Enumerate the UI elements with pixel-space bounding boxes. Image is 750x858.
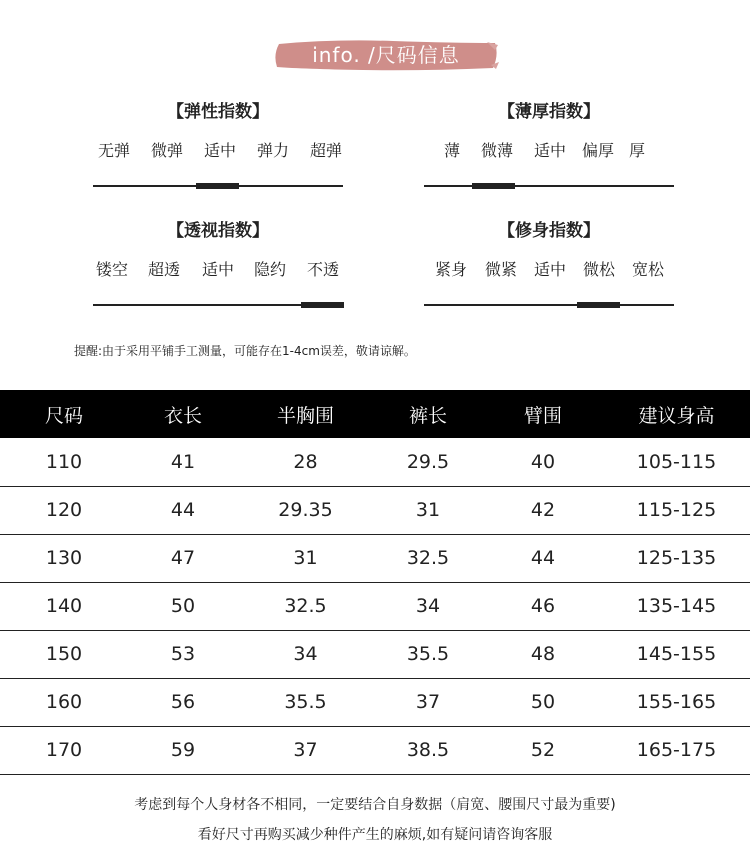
index-heading: 【弹性指数】 — [167, 102, 269, 122]
index-heading: 【薄厚指数】 — [498, 102, 600, 122]
table-cell: 48 — [483, 630, 603, 678]
table-cell: 44 — [128, 486, 238, 534]
column-header: 尺码 — [0, 390, 128, 438]
table-cell: 35.5 — [238, 678, 373, 726]
table-cell: 53 — [128, 630, 238, 678]
table-cell: 105-115 — [603, 438, 750, 486]
table-cell: 135-145 — [603, 582, 750, 630]
page-title: info. /尺码信息 — [312, 43, 460, 67]
table-cell: 38.5 — [373, 726, 483, 774]
table-cell: 140 — [0, 582, 128, 630]
index-option: 隐约 — [253, 260, 286, 279]
table-cell: 47 — [128, 534, 238, 582]
table-row — [0, 438, 750, 486]
index-option: 宽松 — [631, 260, 664, 279]
index-option: 弹力 — [256, 141, 289, 160]
selected-marker — [577, 302, 620, 308]
index-option: 微弹 — [150, 141, 183, 160]
table-cell: 155-165 — [603, 678, 750, 726]
slimfit-index — [424, 219, 674, 287]
table-cell: 41 — [128, 438, 238, 486]
table-cell: 170 — [0, 726, 128, 774]
table-cell: 110 — [0, 438, 128, 486]
index-option: 适中 — [533, 260, 566, 279]
index-option: 适中 — [533, 141, 566, 160]
elasticity-index — [93, 100, 343, 168]
table-cell: 160 — [0, 678, 128, 726]
index-option: 微薄 — [480, 141, 513, 160]
index-option: 适中 — [203, 141, 236, 160]
index-option: 不透 — [306, 260, 339, 279]
table-cell: 115-125 — [603, 486, 750, 534]
index-option: 镂空 — [95, 260, 128, 279]
table-cell: 32.5 — [373, 534, 483, 582]
table-row — [0, 630, 750, 678]
table-cell: 130 — [0, 534, 128, 582]
table-row — [0, 678, 750, 726]
table-row — [0, 726, 750, 774]
table-cell: 50 — [128, 582, 238, 630]
index-option: 微紧 — [484, 260, 517, 279]
table-cell: 37 — [373, 678, 483, 726]
index-option: 适中 — [201, 260, 234, 279]
table-cell: 125-135 — [603, 534, 750, 582]
index-option: 薄 — [443, 141, 460, 160]
table-cell: 165-175 — [603, 726, 750, 774]
index-heading: 【透视指数】 — [167, 221, 269, 241]
index-option: 厚 — [628, 141, 645, 160]
selected-marker — [301, 302, 344, 308]
selected-marker — [196, 183, 239, 189]
index-option: 紧身 — [434, 260, 467, 279]
table-cell: 28 — [238, 438, 373, 486]
column-header: 臂围 — [483, 390, 603, 438]
column-header: 建议身高 — [603, 390, 750, 438]
table-header-row — [0, 390, 750, 438]
table-cell: 42 — [483, 486, 603, 534]
table-cell: 145-155 — [603, 630, 750, 678]
table-cell: 44 — [483, 534, 603, 582]
index-option: 微松 — [582, 260, 615, 279]
table-cell: 34 — [238, 630, 373, 678]
index-option: 超透 — [147, 260, 180, 279]
title-badge — [273, 38, 499, 72]
scale-line — [424, 185, 674, 187]
thickness-index — [424, 100, 674, 168]
table-cell: 29.5 — [373, 438, 483, 486]
table-cell: 29.35 — [238, 486, 373, 534]
table-cell: 40 — [483, 438, 603, 486]
table-cell: 46 — [483, 582, 603, 630]
footer-line-1: 考虑到每个人身材各不相同，一定要结合自身数据（肩宽、腰围尺寸最为重要) — [134, 797, 616, 813]
table-cell: 56 — [128, 678, 238, 726]
column-header: 衣长 — [128, 390, 238, 438]
table-row — [0, 534, 750, 582]
index-option: 超弹 — [309, 141, 342, 160]
table-cell: 59 — [128, 726, 238, 774]
transparency-index — [93, 219, 343, 287]
size-table — [0, 390, 750, 775]
column-header: 裤长 — [373, 390, 483, 438]
table-row — [0, 486, 750, 534]
footer-line-2: 看好尺寸再购买减少种件产生的麻烦,如有疑问请咨询客服 — [197, 827, 553, 843]
table-row — [0, 582, 750, 630]
table-cell: 50 — [483, 678, 603, 726]
table-cell: 32.5 — [238, 582, 373, 630]
measurement-note: 提醒:由于采用平铺手工测量，可能存在1-4cm误差，敬请谅解。 — [74, 344, 416, 358]
table-cell: 34 — [373, 582, 483, 630]
table-cell: 52 — [483, 726, 603, 774]
index-option: 偏厚 — [581, 141, 614, 160]
table-cell: 35.5 — [373, 630, 483, 678]
table-cell: 37 — [238, 726, 373, 774]
scale-line — [424, 304, 674, 306]
table-cell: 120 — [0, 486, 128, 534]
selected-marker — [472, 183, 515, 189]
index-heading: 【修身指数】 — [498, 221, 600, 241]
table-cell: 31 — [238, 534, 373, 582]
table-cell: 31 — [373, 486, 483, 534]
index-option: 无弹 — [97, 141, 130, 160]
table-cell: 150 — [0, 630, 128, 678]
column-header: 半胸围 — [238, 390, 373, 438]
